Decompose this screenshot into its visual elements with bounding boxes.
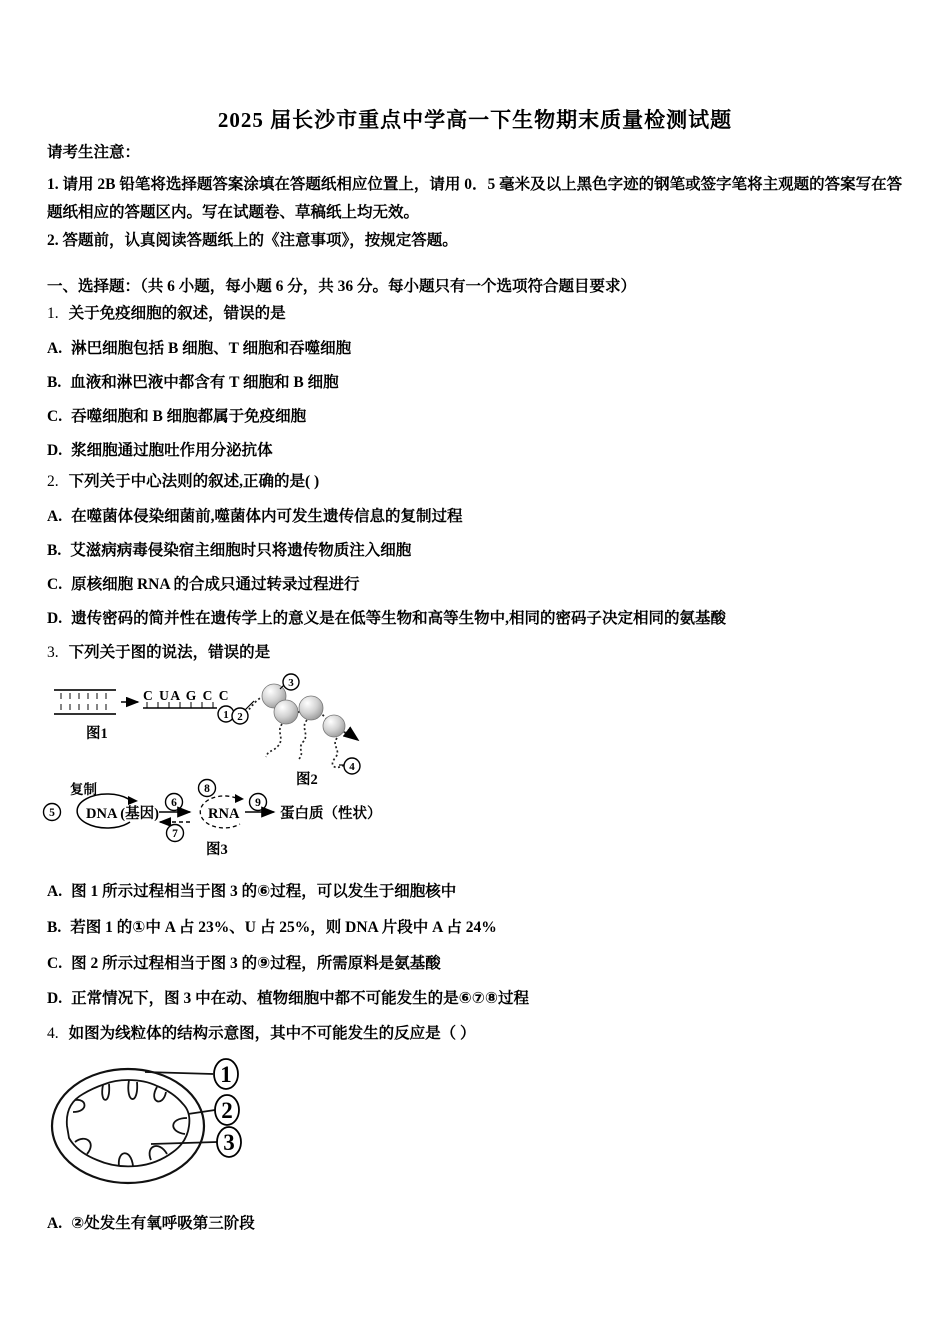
fig2-peptide-chain: [266, 724, 282, 757]
fig3-marker-5: [44, 804, 61, 821]
question-3-option-c: [47, 953, 441, 974]
question-1-option-a: [47, 338, 351, 359]
option-text: 在噬菌体侵染细菌前,噬菌体内可发生遗传信息的复制过程: [71, 508, 463, 525]
option-text: 浆细胞通过胞吐作用分泌抗体: [71, 442, 273, 459]
fig3-marker-8: [199, 780, 216, 797]
notice-item-1: 1. 请用 2B 铅笔将选择题答案涂填在答题纸相应位置上，请用 0．5 毫米及以上黑色字迹的钢笔或签字笔将主观题的答案写在答题纸相应的答题区内。写在试题卷、草稿纸上均无效。: [47, 176, 903, 221]
section-header: 一、选择题：（共 6 小题，每小题 6 分，共 36 分。每小题只有一个选项符合题目要求）: [47, 278, 637, 295]
question-1-text: 关于免疫细胞的叙述，错误的是: [68, 305, 286, 322]
option-label: A.: [47, 508, 63, 525]
option-label: B.: [47, 542, 62, 559]
figure-central-dogma: [40, 778, 470, 860]
svg-text:3: 3: [223, 1130, 235, 1155]
option-label: C.: [47, 576, 63, 593]
fig2-caption: 图2: [296, 772, 318, 788]
question-4-option-a: [47, 1213, 255, 1234]
svg-text:9: 9: [255, 797, 261, 809]
question-3-stem: [47, 642, 270, 663]
fig2-marker-4: [344, 758, 360, 774]
svg-text:5: 5: [49, 807, 55, 819]
question-1-option-b: [47, 372, 339, 393]
mito-marker-2: [215, 1095, 239, 1125]
question-2-stem: [47, 471, 319, 492]
question-2-option-b: [47, 540, 411, 561]
notice-heading: 请考生注意：: [47, 144, 141, 161]
fig2-peptide-chain: [332, 738, 344, 767]
fig2-peptide-chain: [299, 720, 307, 759]
question-3-option-b: [47, 917, 497, 938]
fig3-marker-6: [166, 794, 183, 811]
question-1-stem: [47, 303, 286, 324]
option-text: 血液和淋巴液中都含有 T 细胞和 B 细胞: [70, 374, 339, 391]
mito-marker-3: [217, 1127, 241, 1157]
question-3-option-d: [47, 988, 529, 1009]
fig3-marker-7: [167, 825, 184, 842]
question-3-option-a: [47, 881, 456, 902]
page-title: 2025 届长沙市重点中学高一下生物期末质量检测试题: [217, 108, 733, 132]
question-3-number: 3.: [47, 644, 59, 661]
svg-text:1: 1: [223, 709, 229, 721]
fig3-replication-label: 复制: [70, 782, 97, 797]
fig1-rna-sequence: C UA G C C: [143, 688, 231, 703]
fig1-dna-duplex: [54, 688, 234, 742]
notice-item-2: 2. 答题前，认真阅读答题纸上的《注意事项》，按规定答题。: [47, 232, 458, 249]
svg-text:2: 2: [221, 1098, 233, 1123]
option-label: C.: [47, 408, 63, 425]
option-label: D.: [47, 990, 63, 1007]
option-label: C.: [47, 955, 63, 972]
mito-marker-1: [214, 1059, 238, 1089]
option-text: 若图 1 的①中 A 占 23%、U 占 25%，则 DNA 片段中 A 占 24%: [70, 919, 497, 936]
figure-dna-translation: [40, 672, 470, 790]
option-text: ②处发生有氧呼吸第三阶段: [71, 1215, 255, 1232]
option-label: A.: [47, 1215, 63, 1232]
question-2-option-c: [47, 574, 360, 595]
option-text: 淋巴细胞包括 B 细胞、T 细胞和吞噬细胞: [71, 340, 352, 357]
fig2-polysome: [232, 674, 360, 788]
svg-text:8: 8: [204, 783, 210, 795]
fig2-marker-2: [232, 708, 248, 724]
fig2-ribosome: [299, 696, 323, 720]
fig3-protein-label: 蛋白质（性状）: [280, 806, 382, 822]
fig1-caption: 图1: [86, 726, 108, 742]
svg-text:6: 6: [171, 797, 177, 809]
svg-text:3: 3: [288, 677, 294, 689]
question-4-text: 如图为线粒体的结构示意图，其中不可能发生的反应是（ ）: [68, 1025, 476, 1042]
option-label: D.: [47, 442, 63, 459]
option-text: 吞噬细胞和 B 细胞都属于免疫细胞: [71, 408, 307, 425]
option-label: A.: [47, 883, 63, 900]
svg-text:1: 1: [220, 1062, 232, 1087]
question-1-option-c: [47, 406, 306, 427]
question-4-stem: [47, 1023, 476, 1044]
fig3-marker-9: [250, 794, 267, 811]
question-2-option-a: [47, 506, 462, 527]
fig2-marker-3: [283, 674, 299, 690]
option-text: 艾滋病病毒侵染宿主细胞时只将遗传物质注入细胞: [70, 542, 412, 559]
option-text: 原核细胞 RNA 的合成只通过转录过程进行: [71, 576, 360, 593]
option-text: 图 2 所示过程相当于图 3 的⑨过程，所需原料是氨基酸: [71, 955, 441, 972]
fig3-caption: 图3: [206, 842, 228, 858]
option-label: D.: [47, 610, 63, 627]
question-2-option-d: [47, 608, 726, 629]
option-text: 正常情况下，图 3 中在动、植物细胞中都不可能发生的是⑥⑦⑧过程: [71, 990, 529, 1007]
question-3-text: 下列关于图的说法，错误的是: [68, 644, 271, 661]
question-1-number: 1.: [47, 305, 59, 322]
option-label: B.: [47, 919, 62, 936]
question-2-number: 2.: [47, 473, 59, 490]
svg-text:7: 7: [172, 828, 178, 840]
question-4-number: 4.: [47, 1025, 59, 1042]
svg-text:4: 4: [349, 761, 355, 773]
figure-mitochondrion: [45, 1052, 315, 1197]
question-2-text: 下列关于中心法则的叙述,正确的是( ): [68, 473, 320, 490]
fig2-ribosome: [274, 700, 298, 724]
fig3-dna-label: DNA (基因): [86, 806, 159, 822]
svg-text:2: 2: [237, 711, 243, 723]
fig2-ribosome: [323, 715, 345, 737]
option-label: A.: [47, 340, 63, 357]
fig3-rna-label: RNA: [208, 806, 240, 822]
option-label: B.: [47, 374, 62, 391]
option-text: 遗传密码的简并性在遗传学上的意义是在低等生物和高等生物中,相同的密码子决定相同的氨基酸: [71, 610, 726, 627]
question-1-option-d: [47, 440, 273, 461]
option-text: 图 1 所示过程相当于图 3 的⑥过程，可以发生于细胞核中: [71, 883, 457, 900]
